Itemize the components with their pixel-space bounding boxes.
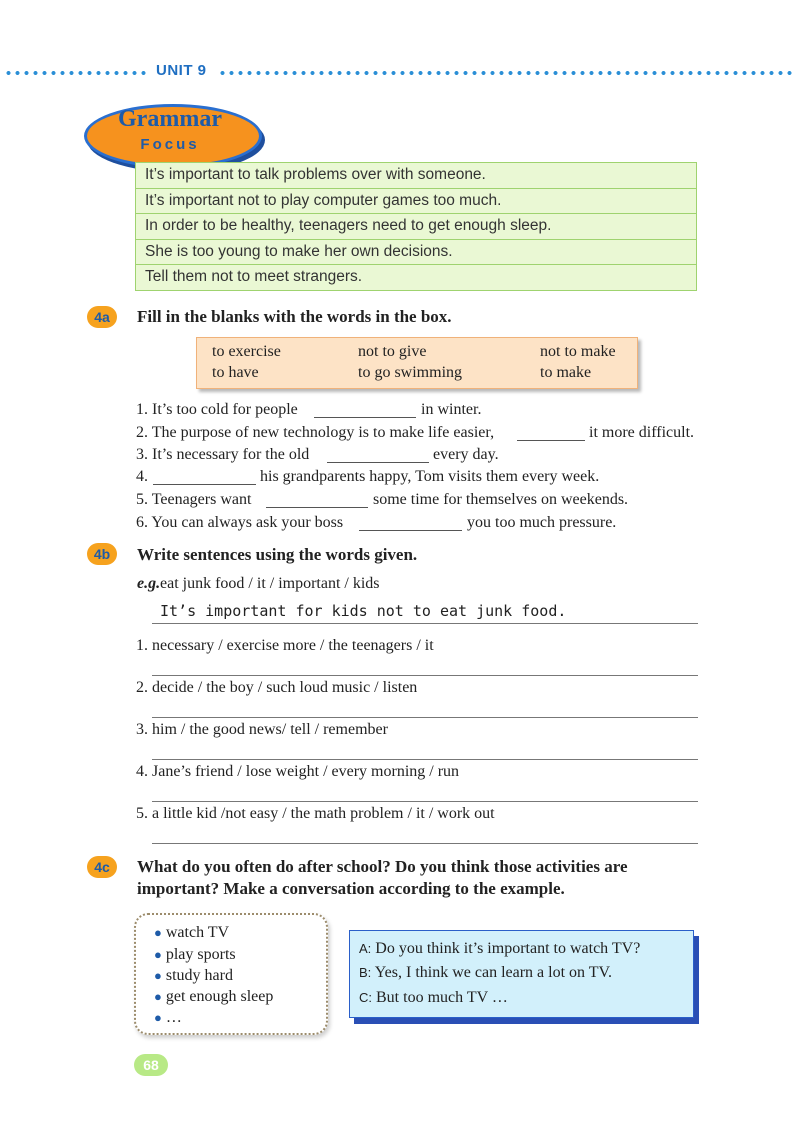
- example-answer-line: [152, 623, 698, 624]
- fill-item-2-end: it more difficult.: [589, 424, 695, 441]
- sentence-item-1: 1. necessary / exercise more / the teenagers / it: [136, 637, 434, 654]
- header-dots-right: [218, 70, 796, 76]
- section-4a-badge: 4a: [87, 306, 117, 328]
- fill-item-5-end: some time for themselves on weekends.: [373, 491, 629, 508]
- section-4c-badge: 4c: [87, 856, 117, 878]
- example-label: e.g.: [137, 575, 161, 592]
- word-box-item: to go swimming: [358, 364, 463, 381]
- page-number: 68: [134, 1054, 168, 1076]
- fill-blank-1[interactable]: [314, 417, 416, 418]
- dialogue-line: B: Yes, I think we can learn a lot on TV.: [359, 964, 613, 981]
- fill-blank-3[interactable]: [327, 462, 429, 463]
- word-box: [196, 337, 638, 389]
- fill-item-6-start: 6. You can always ask your boss: [136, 514, 344, 531]
- activity-item: ● study hard: [154, 967, 233, 984]
- grammar-row: It’s important to talk problems over with someone.: [135, 162, 697, 189]
- dialogue-box: [349, 930, 694, 1018]
- bullet-icon: ●: [154, 989, 162, 1004]
- grammar-focus-table: [135, 162, 697, 291]
- dialogue-line: A: Do you think it’s important to watch TV?: [359, 940, 641, 957]
- section-4a-instruction: Fill in the blanks with the words in the box.: [137, 307, 452, 326]
- answer-line-5[interactable]: [152, 843, 698, 844]
- activity-item: ● watch TV: [154, 924, 230, 941]
- bullet-icon: ●: [154, 968, 162, 983]
- example-prompt: eat junk food / it / important / kids: [160, 575, 380, 592]
- fill-blank-2[interactable]: [517, 440, 585, 441]
- answer-line-2[interactable]: [152, 717, 698, 718]
- fill-item-3-end: every day.: [433, 446, 499, 463]
- grammar-focus-subtitle: Focus: [140, 136, 200, 153]
- word-box-item: to have: [212, 364, 259, 381]
- bullet-icon: ●: [154, 947, 162, 962]
- section-4b-badge: 4b: [87, 543, 117, 565]
- fill-blank-4[interactable]: [153, 484, 256, 485]
- fill-item-4-end: his grandparents happy, Tom visits them every week.: [260, 468, 600, 485]
- fill-item-3-start: 3. It’s necessary for the old: [136, 446, 310, 463]
- bullet-icon: ●: [154, 1010, 162, 1025]
- sentence-item-3: 3. him / the good news/ tell / remember: [136, 721, 388, 738]
- grammar-row: She is too young to make her own decisions.: [135, 240, 697, 266]
- fill-item-5-start: 5. Teenagers want: [136, 491, 252, 508]
- fill-item-1-start: 1. It’s too cold for people: [136, 401, 298, 418]
- grammar-row: Tell them not to meet strangers.: [135, 265, 697, 291]
- word-box-item: to exercise: [212, 343, 281, 360]
- answer-line-1[interactable]: [152, 675, 698, 676]
- header-dots-left: [4, 70, 146, 76]
- fill-item-1-end: in winter.: [421, 401, 482, 418]
- activity-item: ● …: [154, 1009, 182, 1026]
- grammar-row: In order to be healthy, teenagers need to get enough sleep.: [135, 214, 697, 240]
- sentence-item-2: 2. decide / the boy / such loud music / listen: [136, 679, 418, 696]
- answer-line-3[interactable]: [152, 759, 698, 760]
- fill-blank-5[interactable]: [266, 507, 368, 508]
- fill-item-4-start: 4.: [136, 468, 148, 485]
- fill-item-6-end: you too much pressure.: [467, 514, 617, 531]
- answer-line-4[interactable]: [152, 801, 698, 802]
- word-box-item: not to make: [540, 343, 616, 360]
- unit-title: UNIT 9: [156, 62, 207, 79]
- section-4b-instruction: Write sentences using the words given.: [137, 545, 418, 564]
- word-box-item: to make: [540, 364, 592, 381]
- section-4c-instruction-line1: What do you often do after school? Do you think those activities are: [137, 857, 628, 876]
- dialogue-line: C: But too much TV …: [359, 989, 508, 1006]
- word-box-item: not to give: [358, 343, 427, 360]
- fill-item-2-start: 2. The purpose of new technology is to make life easier,: [136, 424, 495, 441]
- bullet-icon: ●: [154, 925, 162, 940]
- section-4c-instruction-line2: important? Make a conversation according to the example.: [137, 879, 565, 898]
- activity-item: ● play sports: [154, 946, 236, 963]
- activity-item: ● get enough sleep: [154, 988, 274, 1005]
- activities-box: [134, 913, 328, 1035]
- grammar-row: It’s important not to play computer games too much.: [135, 189, 697, 215]
- example-answer: It’s important for kids not to eat junk food.: [160, 602, 567, 620]
- sentence-item-5: 5. a little kid /not easy / the math problem / it / work out: [136, 805, 495, 822]
- grammar-focus-title: Grammar: [118, 106, 222, 132]
- sentence-item-4: 4. Jane’s friend / lose weight / every morning / run: [136, 763, 460, 780]
- fill-blank-6[interactable]: [359, 530, 462, 531]
